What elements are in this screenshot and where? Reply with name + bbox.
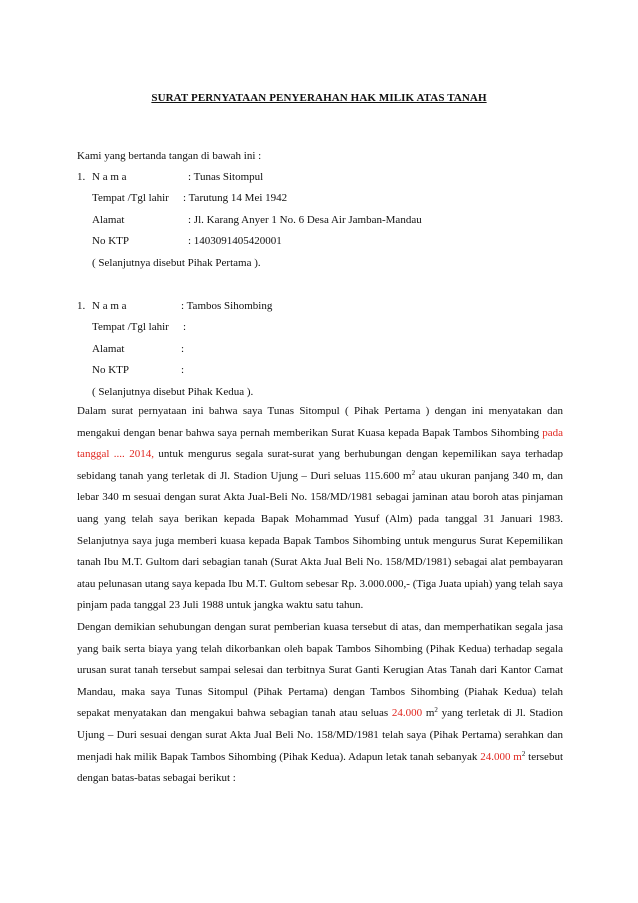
party-1-ktp-value: : 1403091405420001 xyxy=(188,235,282,247)
statement-paragraph-2 xyxy=(77,617,563,790)
statement-paragraph-1 xyxy=(77,401,563,617)
party-2-alias: ( Selanjutnya disebut Pihak Kedua ). xyxy=(92,386,254,398)
paragraph-2-text-c: yang terletak di Jl. Stadion Ujung – Duri sesuai dengan surat Akta Jual Beli No. 158/MD/1981 telah saya (Pihak Pertama) serahkan dan menjadi hak milik Bapak Tambos Sihombing (Pihak Kedua). Adapun letak tanah sebanyak xyxy=(77,707,563,763)
paragraph-1-date-highlight: pada tanggal .... 2014, xyxy=(77,426,563,461)
party-2-address-value: : xyxy=(181,343,185,355)
paragraph-2-text-d: tersebut dengan batas-batas sebagai berikut : xyxy=(77,750,564,785)
party-2-ttl-value: : xyxy=(183,321,187,333)
party-2-number: 1. xyxy=(77,300,86,312)
paragraph-2-text-a: Dengan demikian sehubungan dengan surat pemberian kuasa tersebut di atas, dan memperhatikan segala jasa yang baik serta biaya yang telah dikorbankan oleh bapak Tambos Sihombing (Pihak Kedua) terhadap segala urusan surat tanah tersebut sampai selesai dan terbitnya Surat Ganti Kerugian Atas Tanah dari Kantor Camat Mandau, maka saya Tunas Sitompul (Pihak Pertama) dengan Tambos Sihombing (Piahak Kedua) telah sepakat menyatakan dan mengakui bahwa sebagian tanah atau seluas xyxy=(77,621,563,720)
paragraph-1-text-c: atau ukuran panjang 340 m, dan lebar 340 m sesuai dengan surat Akta Jual-Beli No. 158/MD/1981 sebagai jaminan atau boroh atas pinjaman uang yang telah saya berikan kepada Bapak Mohammad Yusuf (Alm) pada tanggal 31 Januari 1983. Selanjutnya saya juga memberi kuasa kepada Bapak Tambos Sihombing untuk mengurus Surat Kepemilikan tanah Ibu M.T. Gultom dari sebagian tanah (Surat Akta Jual Beli No. 158/MD/1981) sebagai alat pembayaran atau pelunasan utang saya kepada Ibu M.T. Gultom sebesar Rp. 3.000.000,- (Tiga Juata upiah) yang telah saya pinjam pada tanggal 23 Juli 1988 untuk jangka waktu satu tahun. xyxy=(77,469,563,612)
party-2-ktp-value: : xyxy=(181,364,185,376)
paragraph-2-text-b: m xyxy=(422,707,435,720)
paragraph-1-superscript: 2 xyxy=(411,468,416,477)
party-2-name-value: : Tambos Sihombing xyxy=(181,300,273,312)
party-1-number: 1. xyxy=(77,171,86,183)
paragraph-1-text-a: Dalam surat pernyataan ini bahwa saya Tunas Sitompul ( Pihak Pertama ) dengan ini menyatakan dan mengakui dengan benar bahwa saya pernah memberikan Surat Kuasa kepada Bapak Tambos Sihombing xyxy=(77,405,563,439)
party-1-name-value: : Tunas Sitompul xyxy=(188,171,264,183)
party-2-address-label: Alamat xyxy=(92,343,125,355)
party-2-ttl-label: Tempat /Tgl lahir xyxy=(92,321,169,333)
paragraph-2-area-highlight-2: 24.000 m xyxy=(480,750,522,763)
party-1-name-label: N a m a xyxy=(92,171,127,183)
party-2-ktp-label: No KTP xyxy=(92,364,129,376)
party-1-alias: ( Selanjutnya disebut Pihak Pertama ). xyxy=(92,257,261,269)
intro-text: Kami yang bertanda tangan di bawah ini : xyxy=(77,150,262,162)
document-title: SURAT PERNYATAAN PENYERAHAN HAK MILIK ATAS TANAH xyxy=(151,92,487,104)
party-1-address-value: : Jl. Karang Anyer 1 No. 6 Desa Air Jamban-Mandau xyxy=(188,214,422,226)
paragraph-2-area-highlight-1: 24.000 xyxy=(391,707,423,720)
party-2-name-label: N a m a xyxy=(92,300,127,312)
party-1-address-label: Alamat xyxy=(92,214,125,226)
paragraph-2-superscript-1: 2 xyxy=(434,706,438,715)
party-1-ktp-label: No KTP xyxy=(92,235,129,247)
party-1-ttl-label: Tempat /Tgl lahir xyxy=(92,192,169,204)
paragraph-2-superscript-2: 2 xyxy=(521,749,526,758)
paragraph-1-text-b: untuk mengurus segala surat-surat yang berhubungan dengan kepemilikan saya terhadap sebidang tanah yang terletak di Jl. Stadion Ujung – Duri seluas 115.600 m xyxy=(77,448,563,482)
party-1-ttl-value: : Tarutung 14 Mei 1942 xyxy=(183,192,288,204)
